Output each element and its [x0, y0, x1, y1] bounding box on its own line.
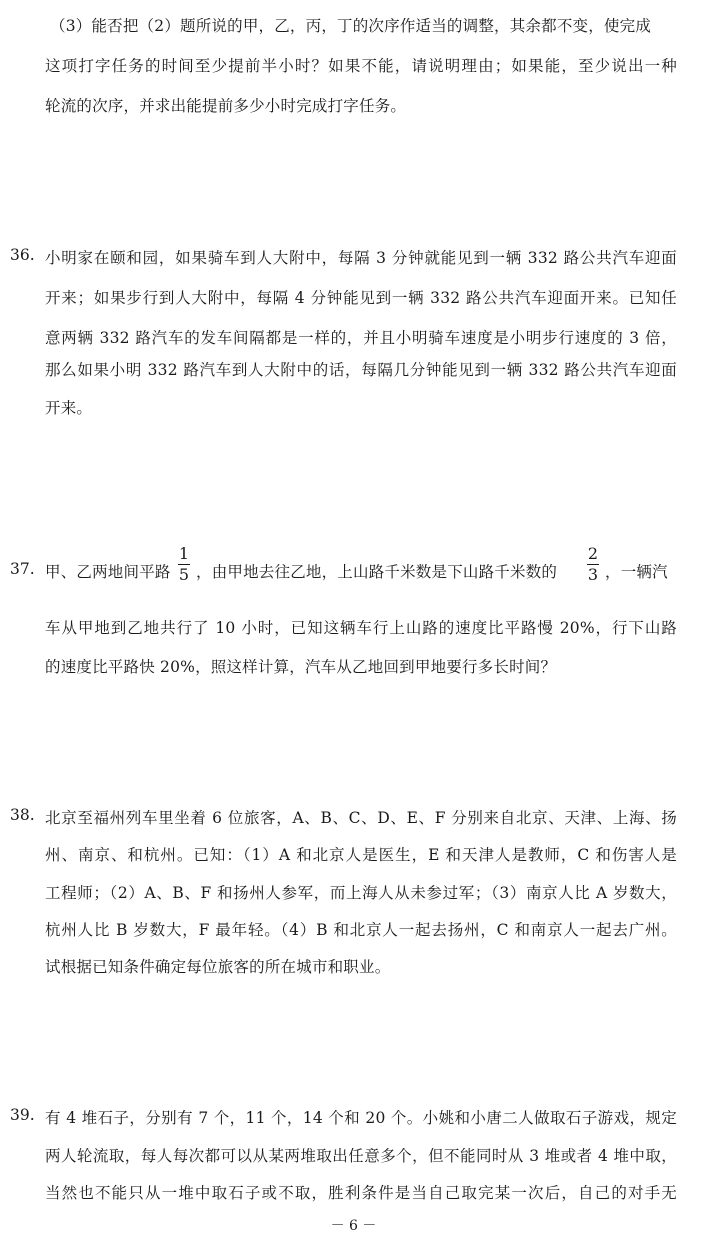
q36-line-3: 意两辆 332 路汽车的发车间隔都是一样的，并且小明骑车速度是小明步行速度的 3 倍， — [45, 329, 677, 347]
q39-line-3: 当然也不能只从一堆中取石子或不取，胜利条件是当自己取完某一次后，自己的对手无 — [45, 1184, 677, 1202]
q38-line-4: 杭州人比 B 岁数大，F 最年轻。（4）B 和北京人一起去扬州，C 和南京人一起去广州。 — [45, 921, 677, 939]
q37-fraction-1-denominator: 5 — [178, 565, 190, 584]
q36-line-5: 开来。 — [45, 399, 93, 417]
q36-line-1: 小明家在颐和园，如果骑车到人大附中，每隔 3 分钟就能见到一辆 332 路公共汽车迎面 — [45, 249, 677, 267]
q37-line-3: 的速度比平路快 20%，照这样计算，汽车从乙地回到甲地要行多长时间？ — [45, 658, 557, 676]
q36-number: 36. — [10, 246, 35, 264]
q37-fraction-2-numerator: 2 — [587, 544, 599, 563]
q36-line-2: 开来；如果步行到人大附中，每隔 4 分钟能见到一辆 332 路公共汽车迎面开来。已知任 — [45, 289, 677, 307]
q37-segment-3: ，一辆汽 — [605, 563, 668, 581]
q38-line-3: 工程师；（2）A、B、F 和扬州人参军，而上海人从未参过军；（3）南京人比 A 岁数大， — [45, 884, 677, 902]
q39-line-2: 两人轮流取，每人每次都可以从某两堆取出任意多个，但不能同时从 3 堆或者 4 堆中取， — [45, 1147, 677, 1165]
q38-number: 38. — [10, 806, 35, 824]
q35-line-1: （3）能否把（2）题所说的甲，乙，丙，丁的次序作适当的调整，其余都不变，使完成 — [50, 17, 652, 35]
q35-line-3: 轮流的次序，并求出能提前多少小时完成打字任务。 — [45, 97, 407, 115]
q38-line-2: 州、南京、和杭州。已知：（1）A 和北京人是医生，E 和天津人是教师，C 和伤害人是 — [45, 846, 677, 864]
q36-line-4: 那么如果小明 332 路汽车到人大附中的话，每隔几分钟能见到一辆 332 路公共汽车迎面 — [45, 361, 677, 379]
q37-fraction-2-denominator: 3 — [587, 565, 599, 584]
q37-segment-1: 甲、乙两地间平路 — [45, 563, 171, 581]
q37-fraction-2 — [586, 545, 600, 584]
q38-line-1: 北京至福州列车里坐着 6 位旅客，A、B、C、D、E、F 分别来自北京、天津、上海、扬 — [45, 809, 677, 827]
q39-line-1: 有 4 堆石子，分别有 7 个，11 个，14 个和 20 个。小姚和小唐二人做取石子游戏，规定 — [45, 1109, 677, 1127]
q37-segment-2: ，由甲地去往乙地，上山路千米数是下山路千米数的 — [196, 563, 558, 581]
q39-number: 39. — [10, 1106, 35, 1124]
q35-line-2: 这项打字任务的时间至少提前半小时？如果不能，请说明理由；如果能，至少说出一种 — [45, 57, 677, 75]
q37-number: 37. — [10, 560, 35, 578]
page-number: － 6 － — [330, 1218, 377, 1234]
q37-line-2: 车从甲地到乙地共行了 10 小时，已知这辆车行上山路的速度比平路慢 20%，行下山路 — [45, 619, 677, 637]
q38-line-5: 试根据已知条件确定每位旅客的所在城市和职业。 — [45, 958, 391, 976]
q37-fraction-1 — [177, 545, 191, 584]
q37-fraction-1-numerator: 1 — [178, 544, 190, 563]
